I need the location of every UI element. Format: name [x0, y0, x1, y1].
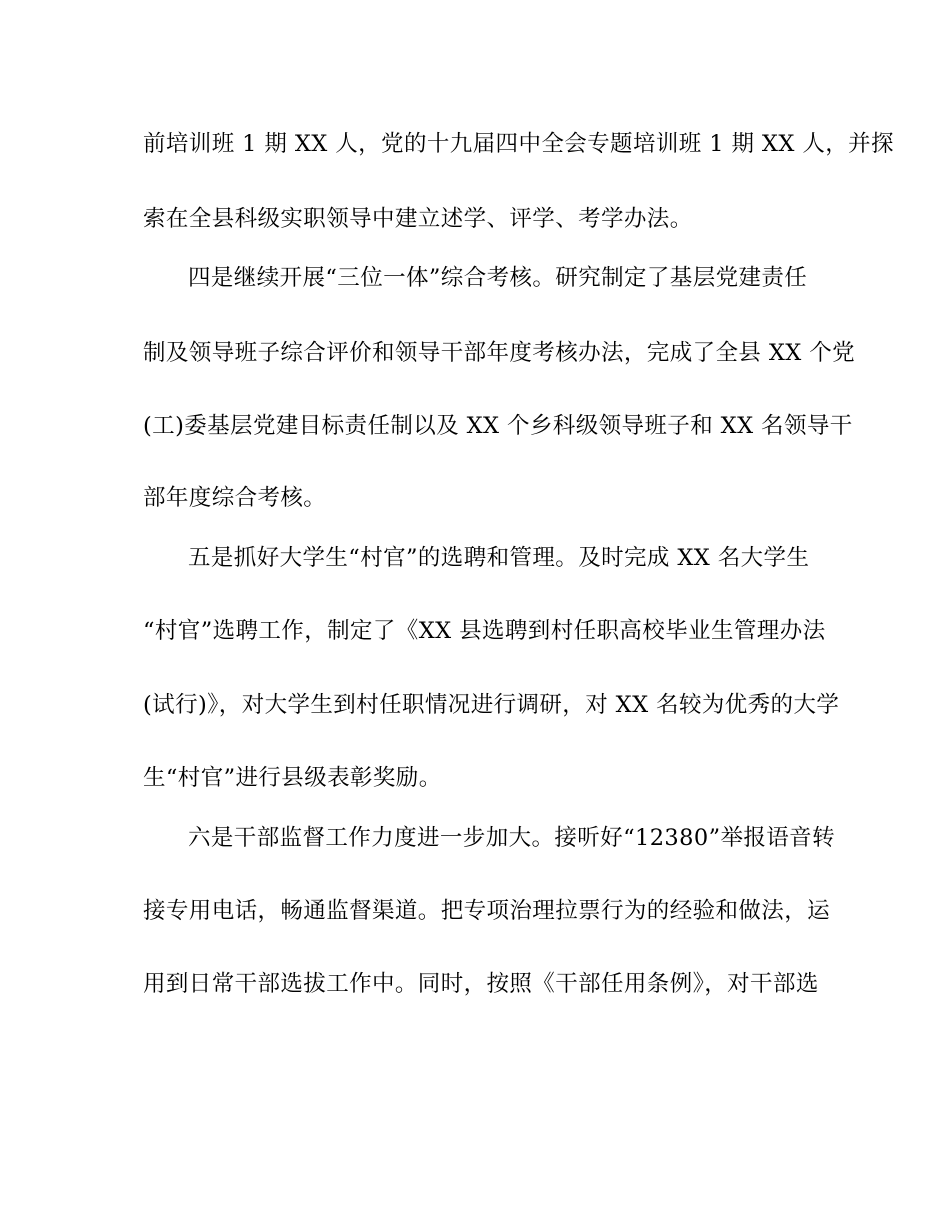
text-line-4: 制及领导班子综合评价和领导干部年度考核办法，完成了全县 XX 个党 [143, 340, 856, 366]
text-line-10: 生“村官”进行县级表彰奖励。 [143, 765, 442, 791]
text-line-5: (工)委基层党建目标责任制以及 XX 个乡科级领导班子和 XX 名领导干 [143, 413, 853, 439]
paragraph-5-start: 五是抓好大学生“村官”的选聘和管理。及时完成 XX 名大学生 [188, 545, 810, 571]
text-line-2: 索在全县科级实职领导中建立述学、评学、考学办法。 [143, 206, 693, 232]
text-line-13: 用到日常干部选拔工作中。同时，按照《干部任用条例》，对干部选 [143, 971, 819, 997]
text-line-6: 部年度综合考核。 [143, 485, 327, 511]
text-line-12: 接专用电话，畅通监督渠道。把专项治理拉票行为的经验和做法，运 [143, 898, 831, 924]
paragraph-4-start: 四是继续开展“三位一体”综合考核。研究制定了基层党建责任 [188, 265, 808, 291]
text-line-1: 前培训班 1 期 XX 人，党的十九届四中全会专题培训班 1 期 XX 人，并探 [143, 131, 894, 157]
paragraph-6-start: 六是干部监督工作力度进一步加大。接听好“12380”举报语音转 [188, 825, 835, 851]
text-line-8: “村官”选聘工作，制定了《XX 县选聘到村任职高校毕业生管理办法 [143, 618, 826, 644]
text-line-9: (试行)》，对大学生到村任职情况进行调研，对 XX 名较为优秀的大学 [143, 692, 840, 718]
